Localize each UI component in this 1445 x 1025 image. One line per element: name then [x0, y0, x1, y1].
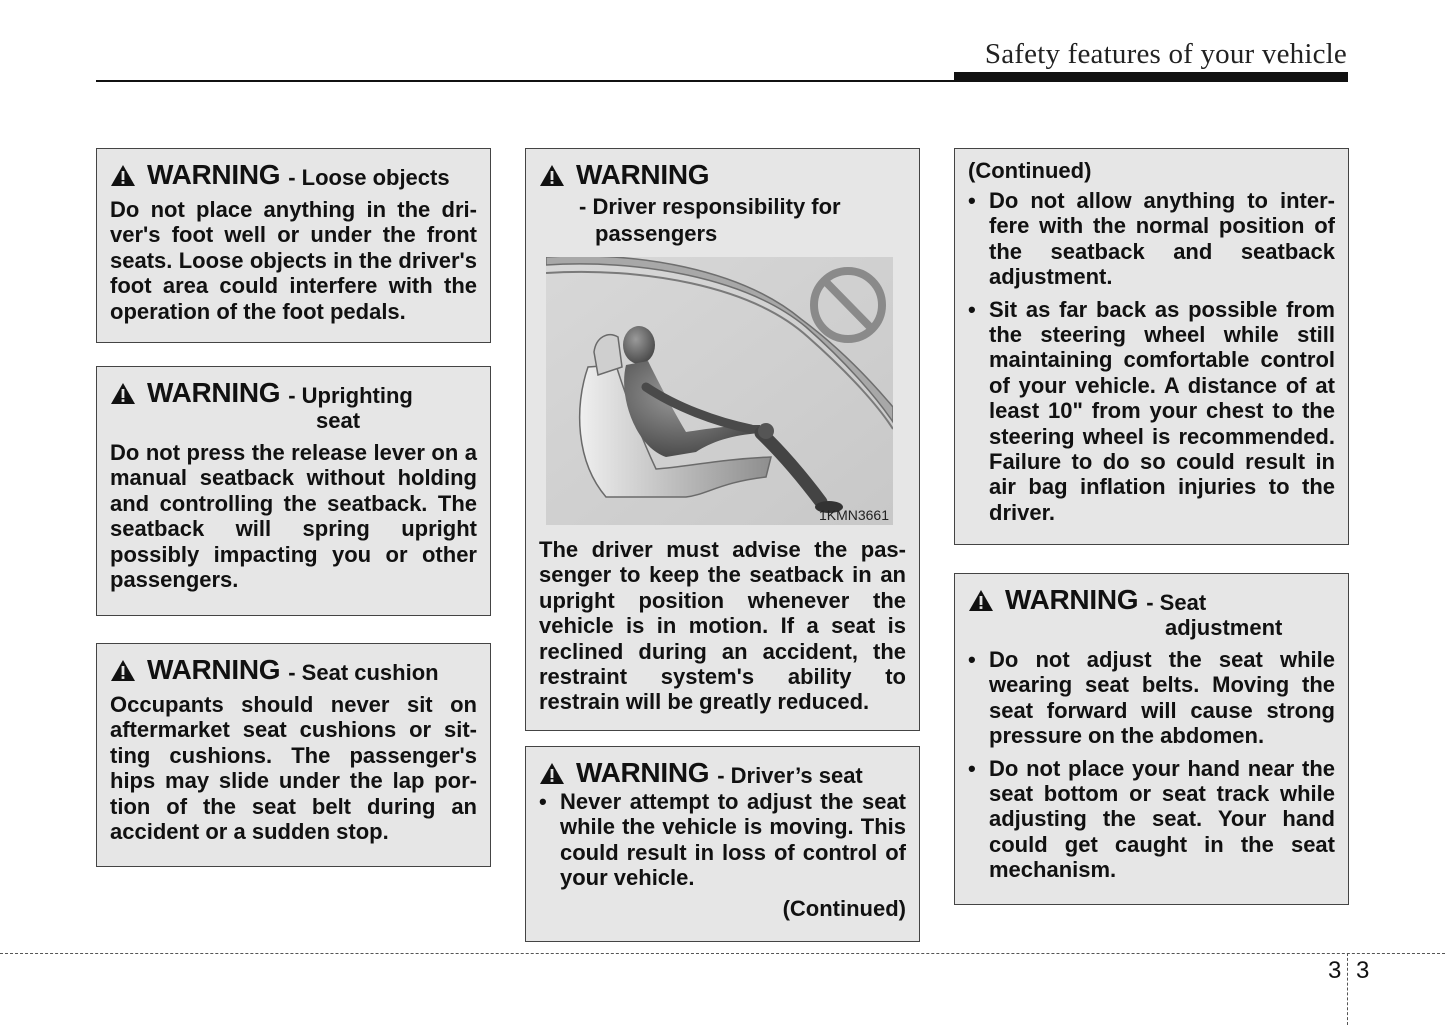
- section-number: 3: [1328, 957, 1342, 984]
- warning-subtitle: - Seat cushion: [288, 660, 439, 685]
- continued-label: (Continued): [968, 158, 1092, 183]
- reclined-passenger-drawing: [546, 257, 893, 525]
- warning-subtitle: - Loose objects: [288, 165, 450, 190]
- warning-triangle-icon: [110, 382, 136, 405]
- warning-box-driver-responsibility: [525, 148, 920, 731]
- warning-text: Do not press the release lever on a manual seatback without holding and controlling the seatback. The seatback will spring upright possibly impacting you or other passengers.: [110, 440, 477, 593]
- bullet-list: [968, 647, 1335, 883]
- warning-box-seat-cushion: [96, 643, 491, 867]
- warning-subtitle-cont: passengers: [595, 221, 718, 246]
- continued-label: (Continued): [782, 895, 906, 921]
- warning-box-uprighting-seat: [96, 366, 491, 616]
- warning-text: The driver must advise the passenger to keep the seatback in an upright position whenever the vehicle is in motion. If a seat is reclined during an accident, the restraint system's ability to restrain will be greatly reduced.: [539, 537, 906, 715]
- bullet-list: [968, 188, 1335, 525]
- warning-label: WARNING: [147, 377, 281, 408]
- warning-label: WARNING: [1005, 584, 1139, 615]
- page-number: 3: [1356, 957, 1370, 984]
- warning-triangle-icon: [968, 589, 994, 612]
- warning-triangle-icon: [110, 659, 136, 682]
- warning-subtitle: - Driver’s seat: [717, 763, 863, 788]
- warning-subtitle: - Uprighting: [288, 383, 413, 408]
- warning-triangle-icon: [539, 762, 565, 785]
- warning-text: Do not place anything in the driver's foot well or under the front seats. Loose objects in the driver's foot area could interfere with the operation of the foot pedals.: [110, 197, 477, 324]
- warning-subtitle-cont: adjustment: [1165, 615, 1283, 640]
- warning-label: WARNING: [147, 159, 281, 190]
- bullet-item: • Never attempt to adjust the seat while the vehicle is moving. This could result in loss of control of your vehicle.: [539, 789, 906, 891]
- warning-subtitle: - Seat: [1146, 590, 1207, 615]
- page-header-title: Safety features of your vehicle: [984, 38, 1347, 70]
- bullet-item: • Do not adjust the seat while wearing seat belts. Moving the seat forward will cause strong pressure on the abdomen.: [968, 647, 1335, 749]
- warning-triangle-icon: [110, 164, 136, 187]
- warning-label: WARNING: [147, 654, 281, 685]
- illustration-code: 1KMN3661: [818, 507, 889, 523]
- warning-subtitle-cont: seat: [316, 408, 361, 433]
- warning-subtitle: - Driver responsibility for: [579, 194, 841, 219]
- header-bar: [954, 72, 1348, 82]
- warning-box-loose-objects: [96, 148, 491, 343]
- bullet-item: • Sit as far back as possible from the steering wheel while still maintaining comfortable control of your vehicle. A distance of at least 10" from your chest to the steering wheel is recommended. Failure to do so could result in air bag inflation injuries to the driver.: [968, 297, 1335, 526]
- bullet-list: [539, 789, 906, 891]
- warning-label: WARNING: [576, 757, 710, 788]
- warning-box-seat-adjustment: [954, 573, 1349, 905]
- warning-box-drivers-seat: [525, 746, 920, 942]
- footer-rule: [0, 953, 1445, 954]
- page-number-divider: [1347, 953, 1348, 1025]
- warning-triangle-icon: [539, 164, 565, 187]
- warning-label: WARNING: [576, 159, 710, 190]
- warning-text: Occupants should never sit on aftermarket seat cushions or sitting cushions. The passenger's hips may slide under the lap portion of the seat belt during an accident or a sudden stop.: [110, 692, 477, 845]
- warning-box-continued: [954, 148, 1349, 545]
- reclined-passenger-illustration: [546, 257, 893, 525]
- bullet-item: • Do not place your hand near the seat bottom or seat track while adjusting the seat. Your hand could get caught in the seat mechanism.: [968, 756, 1335, 883]
- bullet-item: • Do not allow anything to interfere with the normal position of the seatback and seatback adjustment.: [968, 188, 1335, 290]
